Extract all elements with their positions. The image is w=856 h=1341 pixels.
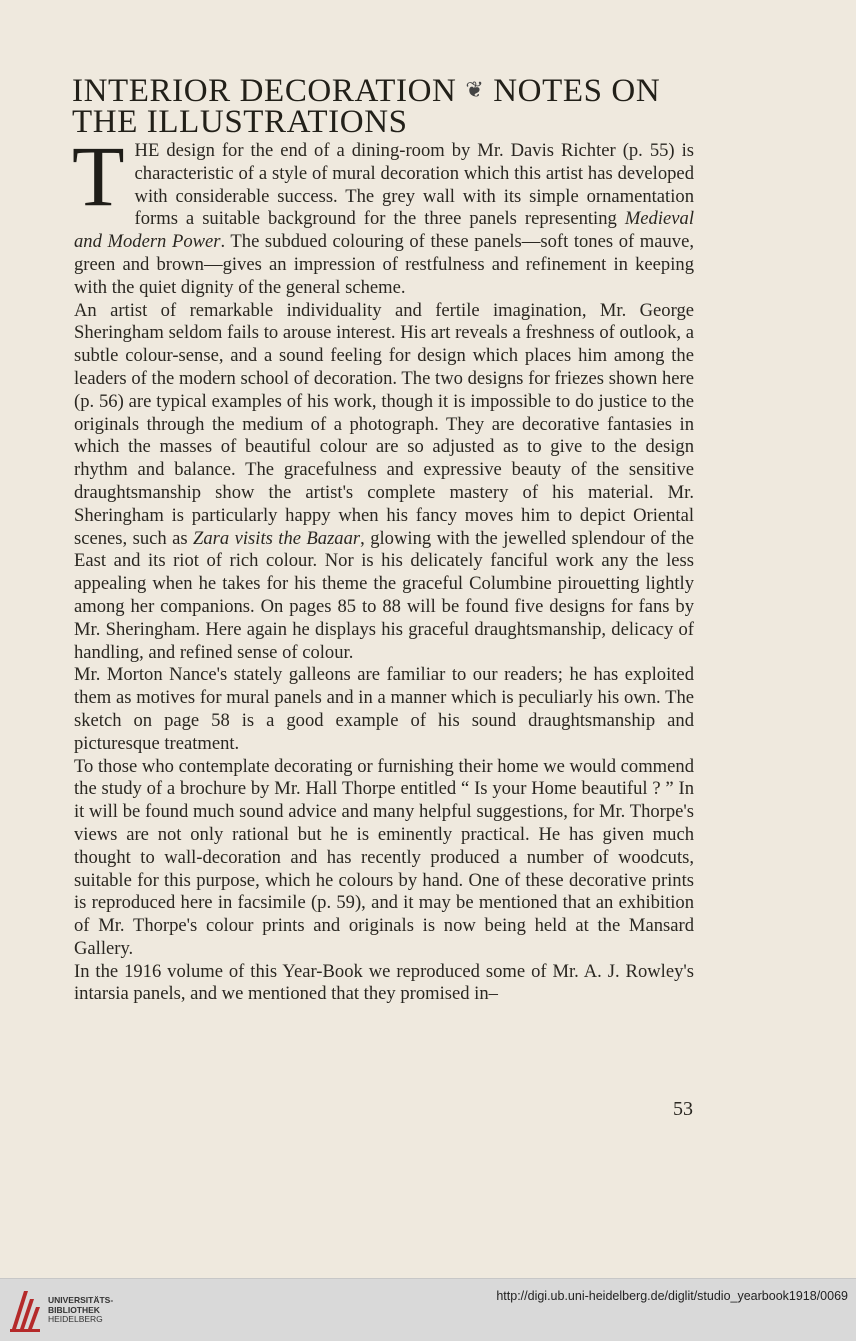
text-run: Mr. Morton Nance's stately galleons are familiar to our readers; he has exploited them as motives for mural panels and in a manner which is peculiarly his own. The sketch on page 58 is a good example of his sound draughtsmanship and picturesque treatment. xyxy=(74,664,694,754)
paragraph xyxy=(74,756,694,961)
text-run: In the 1916 volume of this Year-Book we reproduced some of Mr. A. J. Rowley's intarsia panels, and we mentioned that they promised in– xyxy=(74,960,694,1005)
text-run: HE design for the end of a dining-room by Mr. Davis Richter (p. 55) is characteristic of a style of mural decoration which this artist has developed with considerable success. The grey wall with its simple ornamentation forms a suitable background for the three panels representing xyxy=(134,140,694,230)
paragraph xyxy=(72,128,694,300)
article-body xyxy=(72,128,694,1006)
text-run: . The subdued colouring of these panels—soft tones of mauve, green and brown—gives an impression of restfulness and refinement in keeping with the quiet dignity of the general scheme. xyxy=(74,231,694,298)
institution-line-2: BIBLIOTHEK xyxy=(48,1304,100,1315)
institution-line-1: UNIVERSITÄTS- xyxy=(48,1295,114,1305)
viewer-footer xyxy=(0,1278,856,1341)
italic-title: Medieval and Modern Power xyxy=(74,208,694,253)
page-number: 53 xyxy=(673,1098,693,1120)
paragraph xyxy=(74,961,694,1007)
text-run: To those who contemplate decorating or furnishing their home we would commend the study of a brochure by Mr. Hall Thorpe entitled “ Is your Home beautiful ? ” In it will be found much sound advice and many helpful suggestions, for Mr. Thorpe's views are not only rational but he is eminently practical. He has given much thought to wall-decoration and has recently produced a number of woodcuts, suitable for this purpose, which he colours by hand. One of these decorative prints is reproduced here in facsimile (p. 59), and it may be mentioned that an exhibition of Mr. Thorpe's colour prints and originals is now being held at the Mansard Gallery. xyxy=(74,755,694,959)
italic-title: Zara visits the Bazaar xyxy=(193,527,361,549)
institution-line-3: HEIDELBERG xyxy=(48,1314,103,1324)
drop-cap: T xyxy=(72,128,125,224)
title-part-1: INTERIOR DECORATION xyxy=(72,73,457,109)
paragraph xyxy=(74,300,694,665)
paragraph xyxy=(74,664,694,755)
title-part-2: NOTES ON THE ILLUSTRATIONS xyxy=(72,73,661,140)
university-library-logo-icon[interactable] xyxy=(8,1287,42,1333)
text-run: , glowing with the jewelled splendour of the East and its riot of rich colour. Nor is his delicately fanciful work any the less appealing when he takes for his theme the graceful Columbine pirouetting lightly among her companions. On pages 85 to 88 will be found five designs for fans by Mr. Sheringham. Here again he displays his graceful draughtsmanship, delicacy of handling, and refined sense of colour. xyxy=(74,527,694,663)
text-run: An artist of remarkable individuality and fertile imagination, Mr. George Sheringham seldom fails to arouse interest. His art reveals a freshness of outlook, a subtle colour-sense, and a sound feeling for design which places him among the leaders of the modern school of decoration. The two designs for friezes shown here (p. 56) are typical examples of his work, though it is impossible to do justice to the originals through the medium of a photograph. They are decorative fantasies in which the masses of beautiful colour are so adjusted as to give to the design rhythm and balance. The gracefulness and expressive beauty of the sensitive draughtsmanship show the artist's complete mastery of his material. Mr. Sheringham is particularly happy when his fancy moves him to depict Oriental scenes, such as xyxy=(74,299,694,549)
page-title xyxy=(72,74,712,138)
institution-name xyxy=(48,1296,113,1325)
leaf-ornament-icon: ❦ xyxy=(465,77,485,102)
permalink-url[interactable]: http://digi.ub.uni-heidelberg.de/diglit/studio_yearbook1918/0069 xyxy=(496,1289,848,1303)
